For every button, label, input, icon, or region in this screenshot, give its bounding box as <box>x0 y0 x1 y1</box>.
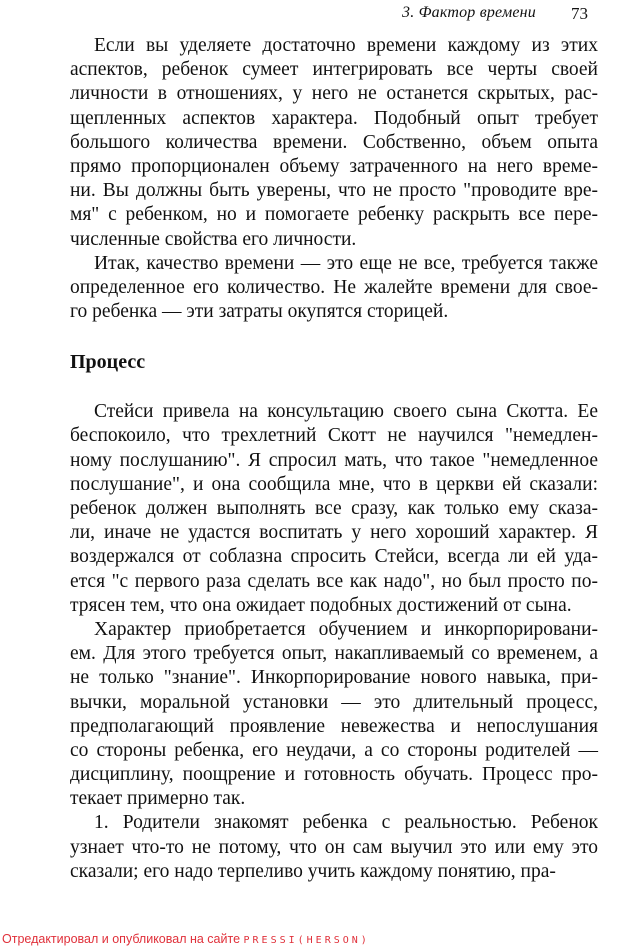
text-line: ному послушанию". Я спросил мать, что такое "немедленное <box>70 449 598 471</box>
text-line: ется "с первого раза сделать все как надо", но был просто по- <box>70 570 598 592</box>
text-line: со стороны ребенка, его неудачи, а со стороны родителей — <box>70 739 598 761</box>
text-line: Если вы уделяете достаточно времени каждому из этих <box>94 35 598 56</box>
text-line: трясен тем, что она ожидает подобных достижений от сына. <box>70 594 572 616</box>
text-line: ли, иначе не удастся воспитать у него хороший характер. Я <box>70 522 598 544</box>
text-line: Стейси привела на консультацию своего сына Скотта. Ее <box>94 401 598 423</box>
text-line: предполагающий проявление невежества и непослушания <box>70 715 598 737</box>
text-line: личности в отношениях, у него не останется скрытых, рас- <box>70 83 598 105</box>
top-paragraphs <box>70 34 598 324</box>
text-line: беспокоило, что трехлетний Скотт не научился "немедлен- <box>70 425 598 447</box>
page-header <box>0 2 620 26</box>
text-line: текает примерно так. <box>70 788 246 810</box>
footer-brand: PRESSI(HERSON) <box>243 935 370 946</box>
text-line: 1. Родители знакомят ребенка с реальностью. Ребенок <box>94 812 598 834</box>
text-line: ни. Вы должны быть уверены, что не просто "проводите вре- <box>70 180 598 202</box>
text-line: Характер приобретается обучением и инкорпорировани- <box>94 618 598 640</box>
footer-prefix: Отредактировал и опубликовал на сайте <box>2 932 244 946</box>
text-line: сказали; его надо терпеливо учить каждому понятию, пра- <box>70 860 556 882</box>
text-line: большого количества времени. Собственно, объем опыта <box>70 131 598 153</box>
page-body <box>70 34 598 884</box>
text-line: численные свойства его личности. <box>70 228 357 250</box>
text-line: ребенок должен выполнять все сразу, как только ему сказа- <box>70 498 598 519</box>
text-line: аспектов, ребенок сумеет интегрировать все черты своей <box>70 59 598 81</box>
bottom-paragraphs <box>70 400 598 884</box>
text-line: определенное его количество. Не жалейте времени для свое- <box>70 276 598 298</box>
paragraph <box>70 34 598 252</box>
text-line: не только "знание". Инкорпорирование нового навыка, при- <box>70 667 598 689</box>
text-line: Итак, качество времени — это еще не все, требуется также <box>94 252 598 274</box>
running-head: 3. Фактор времени <box>402 4 536 21</box>
text-line: вычки, моральной установки — это длительный процесс, <box>70 691 598 713</box>
text-line: щепленных аспектов характера. Подобный опыт требует <box>70 107 598 129</box>
text-line: прямо пропорционален объему затраченного на него време- <box>70 155 598 177</box>
text-line: узнает что-то не потому, что он сам выучил это или ему это <box>70 836 598 858</box>
text-line: послушание", и она сообщила мне, что в церкви ей сказали: <box>70 473 598 495</box>
text-line: дисциплину, поощрение и готовность обучать. Процесс про- <box>70 764 598 786</box>
footer-credit <box>2 932 370 946</box>
text-line: мя" с ребенком, но и помогаете ребенку раскрыть все пере- <box>70 204 598 226</box>
paragraph <box>70 618 598 812</box>
section-heading: Процесс <box>70 351 146 374</box>
text-line: го ребенка — эти затраты окупятся сторицей. <box>70 301 449 323</box>
paragraph <box>70 252 598 325</box>
page-number: 73 <box>571 4 588 23</box>
paragraph <box>70 400 598 618</box>
paragraph <box>70 811 598 884</box>
text-line: ем. Для этого требуется опыт, накапливаемый со временем, а <box>70 643 598 665</box>
text-line: воздержался от соблазна спросить Стейси, всегда ли ей уда- <box>70 546 598 568</box>
